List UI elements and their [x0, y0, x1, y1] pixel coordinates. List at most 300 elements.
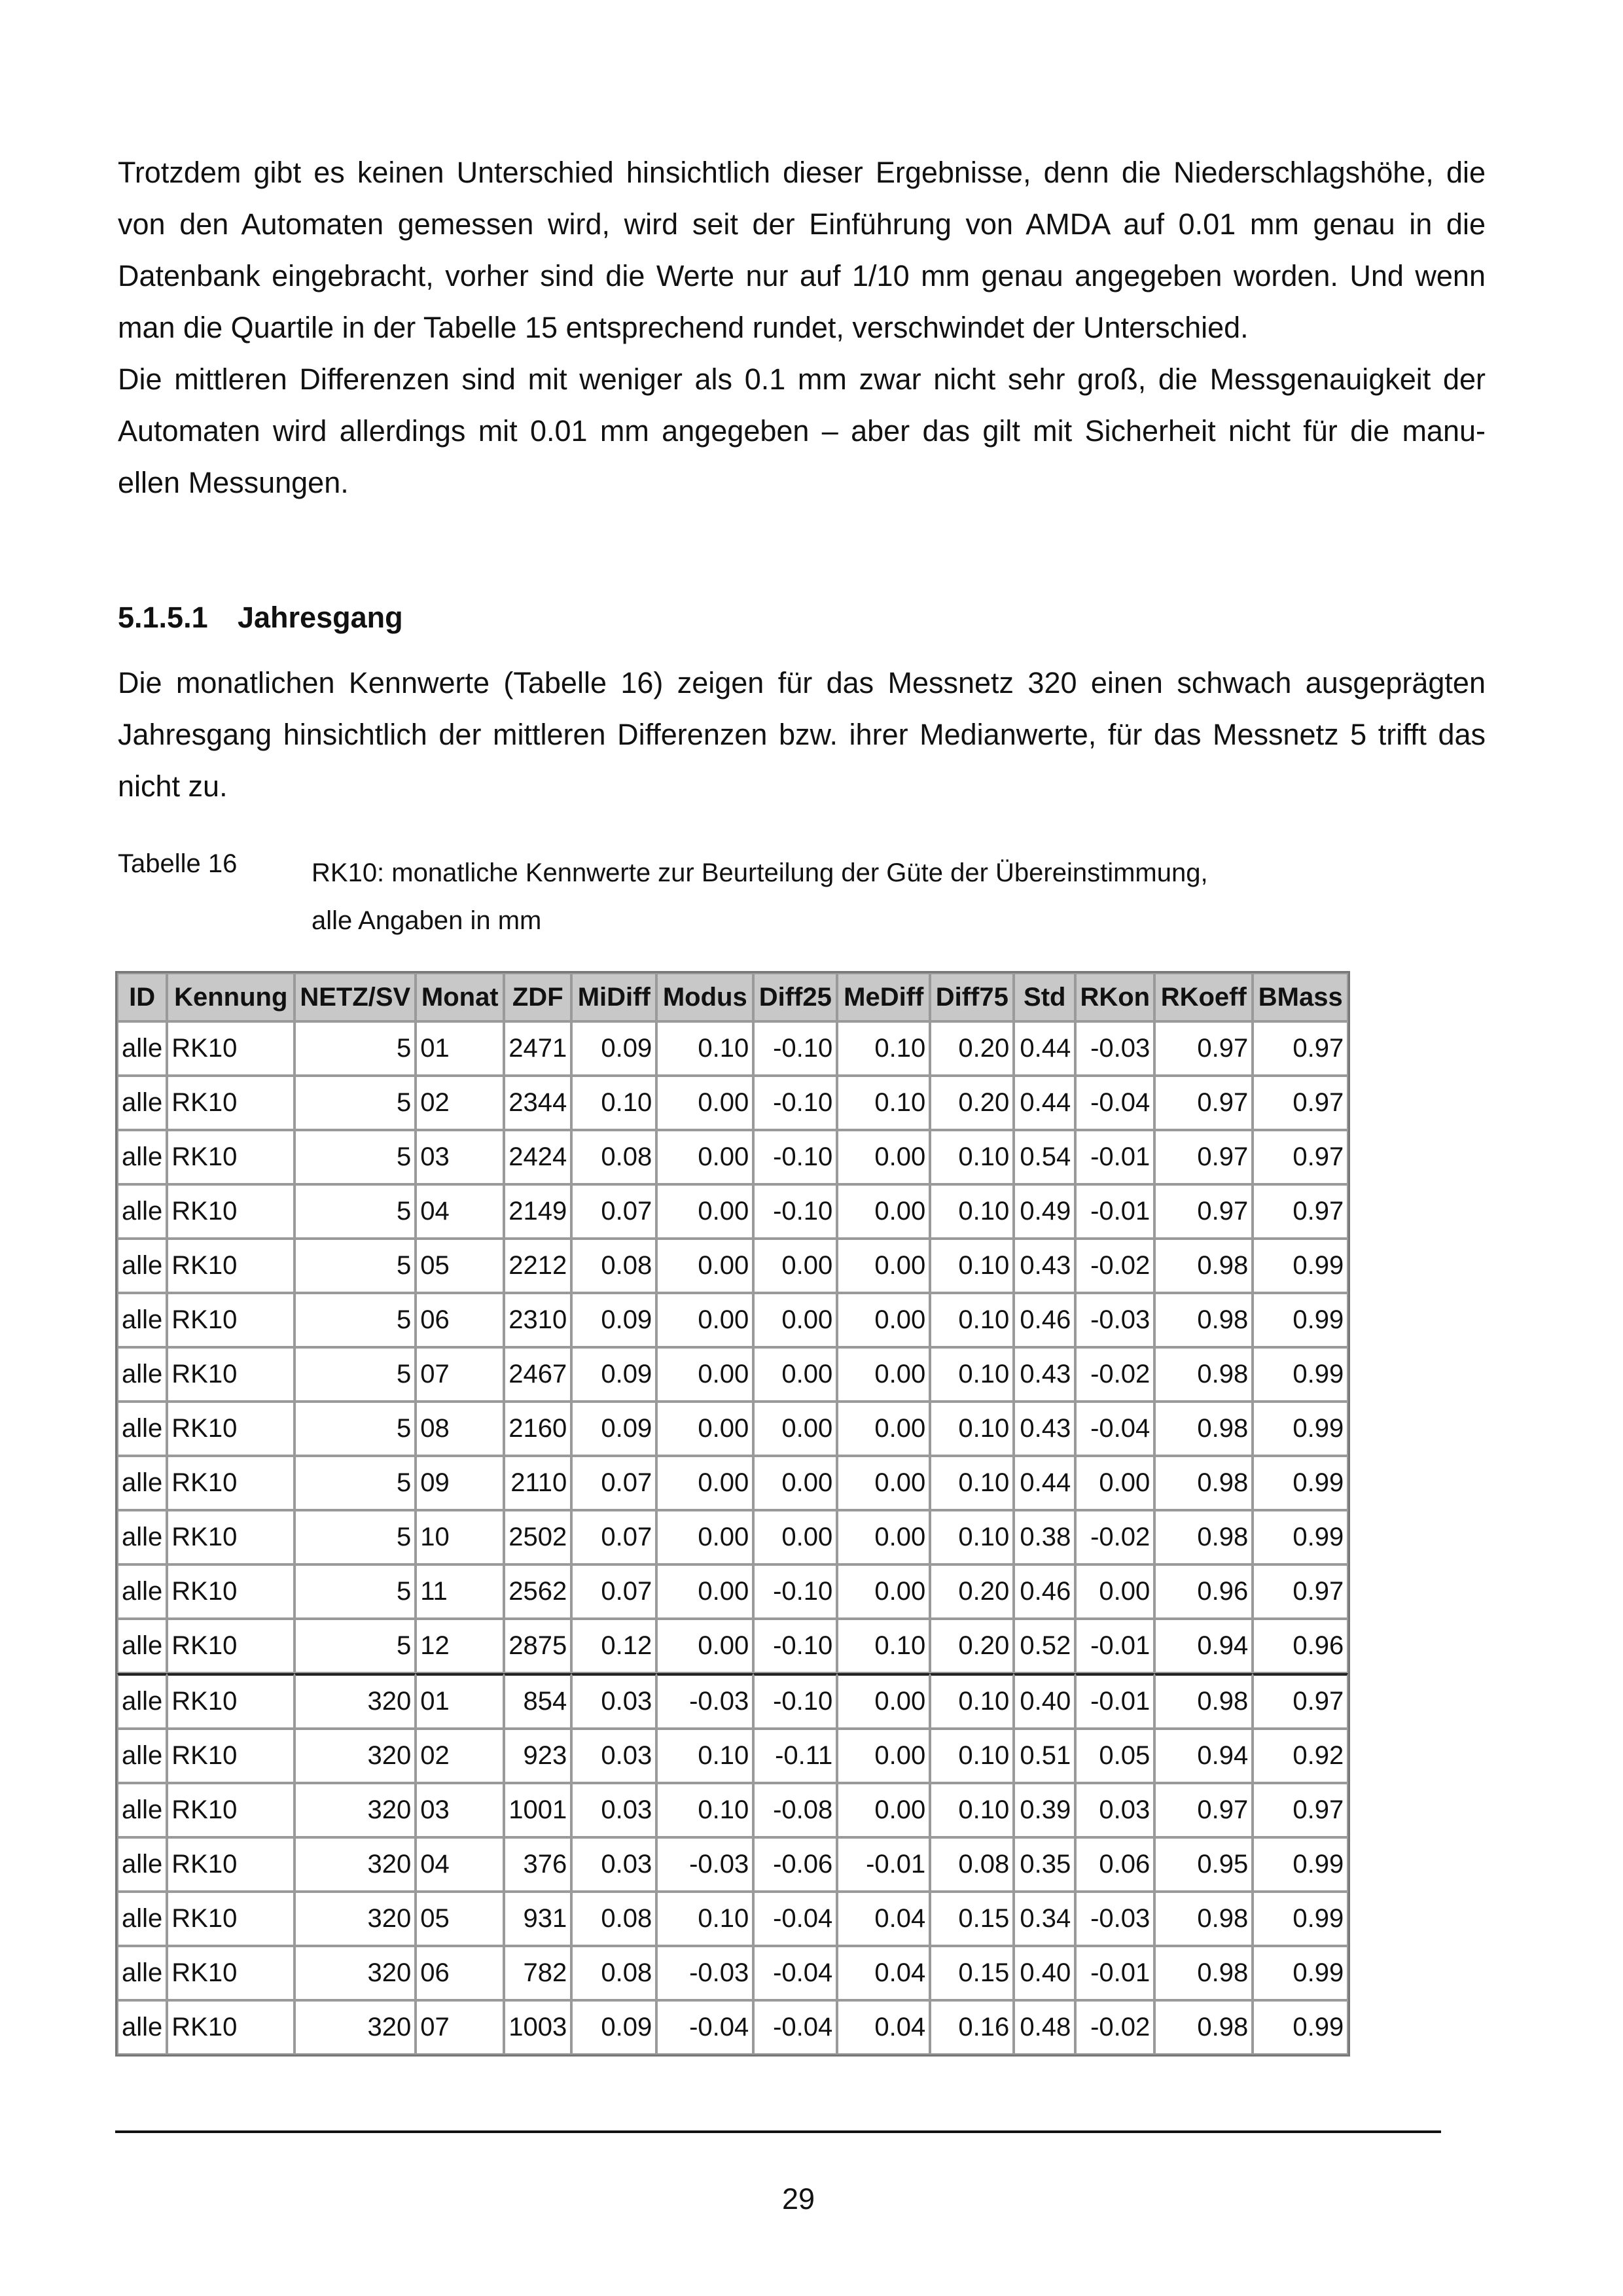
table-cell: 5	[294, 1184, 416, 1239]
table-cell: 0.00	[837, 1293, 930, 1347]
table-cell: 2502	[504, 1510, 571, 1564]
table-row	[117, 2000, 1348, 2055]
table-cell: 0.00	[837, 1510, 930, 1564]
table-cell: 0.00	[753, 1402, 837, 1456]
table-cell: 5	[294, 1021, 416, 1076]
table-cell: 0.00	[837, 1347, 930, 1402]
table-cell: RK10	[167, 1456, 294, 1510]
table-cell: alle	[117, 1021, 167, 1076]
column-header: Std	[1014, 973, 1075, 1021]
table-cell: 05	[416, 1892, 504, 1946]
table-cell: 0.07	[571, 1564, 656, 1619]
paragraph-line: Automaten wird allerdings mit 0.01 mm angegeben – aber das gilt mit Sicherheit nicht für die manu-	[118, 414, 1486, 448]
table-cell: 0.99	[1253, 1402, 1348, 1456]
table-cell: RK10	[167, 1184, 294, 1239]
paragraph-line: von den Automaten gemessen wird, wird seit der Einführung von AMDA auf 0.01 mm genau in die	[118, 207, 1486, 241]
table-cell: 01	[416, 1021, 504, 1076]
table-cell: alle	[117, 1510, 167, 1564]
table-cell: RK10	[167, 1021, 294, 1076]
table-cell: 320	[294, 1892, 416, 1946]
table-cell: RK10	[167, 1673, 294, 1729]
table-cell: 0.00	[837, 1564, 930, 1619]
table-cell: 0.07	[571, 1456, 656, 1510]
table-cell: 0.00	[837, 1239, 930, 1293]
table-cell: -0.03	[1075, 1021, 1154, 1076]
table-cell: 0.99	[1253, 1946, 1348, 2000]
table-cell: -0.10	[753, 1673, 837, 1729]
table-cell: 1001	[504, 1783, 571, 1837]
table-cell: 0.00	[656, 1293, 753, 1347]
table-cell: -0.04	[753, 1892, 837, 1946]
table-cell: alle	[117, 1619, 167, 1673]
table-cell: 06	[416, 1946, 504, 2000]
table-cell: 0.10	[837, 1021, 930, 1076]
table-cell: 320	[294, 1783, 416, 1837]
table-cell: 0.00	[656, 1130, 753, 1184]
table-cell: 0.97	[1253, 1184, 1348, 1239]
table-cell: 0.00	[656, 1456, 753, 1510]
table-cell: 0.98	[1154, 1892, 1253, 1946]
table-cell: 0.00	[753, 1347, 837, 1402]
paragraph-2	[118, 657, 1486, 812]
table-cell: 0.03	[571, 1673, 656, 1729]
table-cell: 2160	[504, 1402, 571, 1456]
table-cell: 0.92	[1253, 1729, 1348, 1783]
table-cell: 320	[294, 1729, 416, 1783]
table-cell: 0.15	[930, 1892, 1014, 1946]
table-cell: 0.44	[1014, 1456, 1075, 1510]
table-cell: 02	[416, 1076, 504, 1130]
table-cell: 0.08	[571, 1946, 656, 2000]
table-row	[117, 1619, 1348, 1673]
section-heading	[118, 601, 403, 635]
table-cell: 04	[416, 1837, 504, 1892]
table-cell: 2212	[504, 1239, 571, 1293]
table-caption-label: Tabelle 16	[118, 849, 238, 878]
table-cell: 0.04	[837, 2000, 930, 2055]
table-cell: RK10	[167, 1619, 294, 1673]
table-cell: 0.10	[930, 1293, 1014, 1347]
table-row	[117, 1239, 1348, 1293]
table-cell: 0.20	[930, 1021, 1014, 1076]
table-cell: 0.97	[1154, 1130, 1253, 1184]
table-cell: 0.08	[571, 1892, 656, 1946]
table-cell: 5	[294, 1510, 416, 1564]
table-cell: 0.15	[930, 1946, 1014, 2000]
table-cell: 0.20	[930, 1619, 1014, 1673]
table-cell: -0.04	[753, 1946, 837, 2000]
table-cell: alle	[117, 1892, 167, 1946]
table-cell: 0.00	[656, 1510, 753, 1564]
table-row	[117, 1456, 1348, 1510]
table-cell: alle	[117, 1293, 167, 1347]
table-row	[117, 1021, 1348, 1076]
table-cell: 0.09	[571, 2000, 656, 2055]
table-cell: 0.46	[1014, 1293, 1075, 1347]
table-cell: RK10	[167, 1783, 294, 1837]
column-header: NETZ/SV	[294, 973, 416, 1021]
table-cell: 923	[504, 1729, 571, 1783]
table-cell: 2110	[504, 1456, 571, 1510]
table-cell: 320	[294, 1837, 416, 1892]
table-cell: -0.02	[1075, 1239, 1154, 1293]
table-cell: -0.01	[1075, 1946, 1154, 2000]
table-cell: 5	[294, 1130, 416, 1184]
table-cell: 0.09	[571, 1021, 656, 1076]
table-cell: 931	[504, 1892, 571, 1946]
table-cell: 0.00	[656, 1402, 753, 1456]
table-cell: 0.40	[1014, 1673, 1075, 1729]
table-cell: alle	[117, 1347, 167, 1402]
table-cell: RK10	[167, 2000, 294, 2055]
column-header: RKon	[1075, 973, 1154, 1021]
table-cell: -0.03	[656, 1946, 753, 2000]
caption-line: RK10: monatliche Kennwerte zur Beurteilung der Güte der Übereinstimmung,	[312, 858, 1208, 887]
table-cell: 0.95	[1154, 1837, 1253, 1892]
column-header: ZDF	[504, 973, 571, 1021]
table-row	[117, 1184, 1348, 1239]
table-cell: 0.00	[753, 1239, 837, 1293]
table-cell: 01	[416, 1673, 504, 1729]
table-cell: RK10	[167, 1729, 294, 1783]
table-cell: 0.97	[1253, 1021, 1348, 1076]
table-cell: 04	[416, 1184, 504, 1239]
table-cell: alle	[117, 1837, 167, 1892]
table-cell: 0.10	[930, 1673, 1014, 1729]
table-cell: 0.97	[1154, 1021, 1253, 1076]
table-cell: -0.03	[1075, 1892, 1154, 1946]
paragraph-line: man die Quartile in der Tabelle 15 entsprechend rundet, verschwindet der Unterschied.	[118, 311, 1249, 344]
table-cell: 0.54	[1014, 1130, 1075, 1184]
table-cell: 0.98	[1154, 1510, 1253, 1564]
table-cell: 0.99	[1253, 1347, 1348, 1402]
table-row	[117, 1673, 1348, 1729]
table-cell: 0.99	[1253, 1456, 1348, 1510]
table-cell: -0.01	[1075, 1619, 1154, 1673]
paragraph-line: ellen Messungen.	[118, 466, 349, 499]
paragraph-line: Die mittleren Differenzen sind mit weniger als 0.1 mm zwar nicht sehr groß, die Messgenauigkeit der	[118, 362, 1486, 396]
table-cell: 0.00	[1075, 1456, 1154, 1510]
table-cell: 0.40	[1014, 1946, 1075, 2000]
table-cell: -0.11	[753, 1729, 837, 1783]
table-cell: 07	[416, 2000, 504, 2055]
table-row	[117, 1510, 1348, 1564]
table-cell: alle	[117, 1673, 167, 1729]
table-cell: 0.00	[837, 1783, 930, 1837]
table-cell: 12	[416, 1619, 504, 1673]
table-cell: 11	[416, 1564, 504, 1619]
table-cell: 0.98	[1154, 1456, 1253, 1510]
table-row	[117, 1402, 1348, 1456]
table-cell: 5	[294, 1347, 416, 1402]
table-cell: alle	[117, 1564, 167, 1619]
table-cell: 2875	[504, 1619, 571, 1673]
table-cell: 0.20	[930, 1076, 1014, 1130]
table-cell: 0.44	[1014, 1021, 1075, 1076]
table-cell: -0.10	[753, 1021, 837, 1076]
table-cell: 320	[294, 1673, 416, 1729]
table-cell: 2471	[504, 1021, 571, 1076]
table-cell: 0.99	[1253, 1510, 1348, 1564]
table-cell: RK10	[167, 1564, 294, 1619]
table-cell: 0.04	[837, 1892, 930, 1946]
table-cell: 09	[416, 1456, 504, 1510]
table-row	[117, 1293, 1348, 1347]
table-cell: 2424	[504, 1130, 571, 1184]
column-header: Diff75	[930, 973, 1014, 1021]
table-cell: 0.39	[1014, 1783, 1075, 1837]
table-cell: 0.97	[1253, 1564, 1348, 1619]
table-cell: -0.03	[1075, 1293, 1154, 1347]
table-row	[117, 1130, 1348, 1184]
table-cell: 782	[504, 1946, 571, 2000]
table-cell: 0.00	[656, 1184, 753, 1239]
table-cell: 0.10	[930, 1402, 1014, 1456]
table-cell: 5	[294, 1402, 416, 1456]
table-cell: 0.97	[1154, 1184, 1253, 1239]
table-cell: alle	[117, 1729, 167, 1783]
table-cell: 0.44	[1014, 1076, 1075, 1130]
table-cell: 0.98	[1154, 1946, 1253, 2000]
table-row	[117, 1347, 1348, 1402]
table-cell: 320	[294, 1946, 416, 2000]
table-cell: RK10	[167, 1347, 294, 1402]
table-cell: -0.06	[753, 1837, 837, 1892]
table-cell: RK10	[167, 1130, 294, 1184]
table-cell: 08	[416, 1402, 504, 1456]
table-cell: 03	[416, 1130, 504, 1184]
table-cell: 0.10	[656, 1729, 753, 1783]
table-cell: alle	[117, 1456, 167, 1510]
table-cell: 0.99	[1253, 1892, 1348, 1946]
table-cell: 0.10	[656, 1021, 753, 1076]
table-cell: -0.10	[753, 1076, 837, 1130]
table-cell: 0.98	[1154, 1673, 1253, 1729]
table-cell: -0.04	[656, 2000, 753, 2055]
table-cell: 0.00	[753, 1293, 837, 1347]
table-cell: 0.97	[1154, 1076, 1253, 1130]
table-cell: 0.00	[837, 1729, 930, 1783]
column-header: Kennung	[167, 973, 294, 1021]
table-cell: -0.10	[753, 1130, 837, 1184]
table-cell: 0.98	[1154, 1293, 1253, 1347]
table-cell: -0.02	[1075, 2000, 1154, 2055]
table-cell: 0.20	[930, 1564, 1014, 1619]
table-cell: 0.00	[656, 1076, 753, 1130]
column-header: RKoeff	[1154, 973, 1253, 1021]
table-cell: -0.10	[753, 1564, 837, 1619]
table-cell: 07	[416, 1347, 504, 1402]
table-cell: 0.96	[1253, 1619, 1348, 1673]
table-cell: 0.00	[837, 1673, 930, 1729]
table-cell: 5	[294, 1293, 416, 1347]
table-cell: 0.46	[1014, 1564, 1075, 1619]
table-cell: RK10	[167, 1510, 294, 1564]
table-cell: 0.10	[930, 1184, 1014, 1239]
table-cell: 0.00	[837, 1456, 930, 1510]
table-cell: 0.10	[656, 1783, 753, 1837]
table-row	[117, 1564, 1348, 1619]
table-cell: 0.03	[571, 1837, 656, 1892]
table-cell: 0.98	[1154, 1239, 1253, 1293]
table-cell: 05	[416, 1239, 504, 1293]
table-cell: 10	[416, 1510, 504, 1564]
table-cell: 5	[294, 1456, 416, 1510]
table-row	[117, 1837, 1348, 1892]
table-cell: 0.10	[837, 1619, 930, 1673]
table-cell: RK10	[167, 1293, 294, 1347]
table-cell: 0.99	[1253, 1293, 1348, 1347]
table-cell: alle	[117, 1239, 167, 1293]
table-cell: 2149	[504, 1184, 571, 1239]
table-cell: 0.16	[930, 2000, 1014, 2055]
table-cell: 0.43	[1014, 1402, 1075, 1456]
table-cell: 0.99	[1253, 1837, 1348, 1892]
table-cell: 0.49	[1014, 1184, 1075, 1239]
table-cell: 0.09	[571, 1402, 656, 1456]
data-table	[115, 971, 1350, 2057]
table-cell: 0.48	[1014, 2000, 1075, 2055]
table-cell: 0.00	[656, 1347, 753, 1402]
table-cell: 0.10	[930, 1783, 1014, 1837]
column-header: Monat	[416, 973, 504, 1021]
table-cell: -0.04	[1075, 1402, 1154, 1456]
column-header: Modus	[656, 973, 753, 1021]
table-cell: 0.10	[930, 1239, 1014, 1293]
paragraph-line: Trotzdem gibt es keinen Unterschied hinsichtlich dieser Ergebnisse, denn die Niederschlagshöhe, die	[118, 156, 1486, 189]
paragraph-line: Datenbank eingebracht, vorher sind die Werte nur auf 1/10 mm genau angegeben worden. Und wenn	[118, 259, 1486, 292]
footer-rule	[115, 2130, 1441, 2133]
table-cell: 0.98	[1154, 2000, 1253, 2055]
paragraph-line: nicht zu.	[118, 769, 228, 803]
table-cell: 0.96	[1154, 1564, 1253, 1619]
table-cell: -0.02	[1075, 1347, 1154, 1402]
table-cell: 0.97	[1253, 1783, 1348, 1837]
table-cell: -0.01	[1075, 1673, 1154, 1729]
table-row	[117, 1729, 1348, 1783]
table-cell: 0.00	[656, 1564, 753, 1619]
table-cell: 5	[294, 1076, 416, 1130]
table-cell: 0.10	[930, 1130, 1014, 1184]
table-cell: 0.38	[1014, 1510, 1075, 1564]
table-cell: alle	[117, 1076, 167, 1130]
paragraph-line: Die monatlichen Kennwerte (Tabelle 16) zeigen für das Messnetz 320 einen schwach ausgeprägten	[118, 666, 1486, 699]
table-cell: 0.00	[1075, 1564, 1154, 1619]
table-cell: -0.10	[753, 1619, 837, 1673]
table-cell: 376	[504, 1837, 571, 1892]
table-cell: 0.00	[753, 1510, 837, 1564]
table-cell: RK10	[167, 1837, 294, 1892]
table-cell: 0.09	[571, 1347, 656, 1402]
table-cell: 0.10	[837, 1076, 930, 1130]
table-cell: RK10	[167, 1076, 294, 1130]
table-cell: 2467	[504, 1347, 571, 1402]
table-cell: 0.99	[1253, 2000, 1348, 2055]
table-cell: alle	[117, 1402, 167, 1456]
table-row	[117, 1946, 1348, 2000]
table-cell: 0.04	[837, 1946, 930, 2000]
table-cell: -0.04	[753, 2000, 837, 2055]
table-cell: alle	[117, 1783, 167, 1837]
table-cell: 06	[416, 1293, 504, 1347]
table-cell: -0.10	[753, 1184, 837, 1239]
column-header: MiDiff	[571, 973, 656, 1021]
table-cell: 0.34	[1014, 1892, 1075, 1946]
table-cell: 0.00	[656, 1619, 753, 1673]
table-cell: 0.94	[1154, 1729, 1253, 1783]
table-cell: 0.43	[1014, 1239, 1075, 1293]
column-header: ID	[117, 973, 167, 1021]
paragraph-1	[118, 147, 1486, 508]
table-cell: -0.01	[1075, 1130, 1154, 1184]
table-cell: 5	[294, 1239, 416, 1293]
table-cell: 0.06	[1075, 1837, 1154, 1892]
table-cell: alle	[117, 2000, 167, 2055]
table-cell: 0.10	[930, 1347, 1014, 1402]
table-cell: 0.97	[1253, 1673, 1348, 1729]
section-number: 5.1.5.1	[118, 601, 208, 634]
table-cell: alle	[117, 1130, 167, 1184]
table-cell: -0.03	[656, 1673, 753, 1729]
table-cell: alle	[117, 1946, 167, 2000]
table-cell: 0.99	[1253, 1239, 1348, 1293]
table-cell: 0.07	[571, 1510, 656, 1564]
table-cell: 0.03	[1075, 1783, 1154, 1837]
table-cell: RK10	[167, 1946, 294, 2000]
table-cell: -0.01	[837, 1837, 930, 1892]
table-cell: 5	[294, 1564, 416, 1619]
table-cell: RK10	[167, 1239, 294, 1293]
table-cell: 0.03	[571, 1783, 656, 1837]
table-cell: 5	[294, 1619, 416, 1673]
table-cell: 2310	[504, 1293, 571, 1347]
table-cell: -0.01	[1075, 1184, 1154, 1239]
table-cell: -0.02	[1075, 1510, 1154, 1564]
table-cell: 0.00	[837, 1184, 930, 1239]
table-cell: 0.98	[1154, 1402, 1253, 1456]
table-row	[117, 1892, 1348, 1946]
section-title: Jahresgang	[238, 601, 403, 634]
table-cell: 0.00	[656, 1239, 753, 1293]
table-cell: 0.10	[656, 1892, 753, 1946]
table-cell: 0.35	[1014, 1837, 1075, 1892]
caption-line: alle Angaben in mm	[312, 906, 542, 935]
table-cell: 0.08	[930, 1837, 1014, 1892]
table-cell: 0.00	[837, 1402, 930, 1456]
column-header: BMass	[1253, 973, 1348, 1021]
table-cell: 1003	[504, 2000, 571, 2055]
table-cell: alle	[117, 1184, 167, 1239]
table-cell: 0.05	[1075, 1729, 1154, 1783]
table-cell: 0.00	[837, 1130, 930, 1184]
table-cell: 0.08	[571, 1130, 656, 1184]
table-cell: -0.03	[656, 1837, 753, 1892]
column-header: Diff25	[753, 973, 837, 1021]
table-cell: 0.97	[1253, 1130, 1348, 1184]
table-cell: -0.04	[1075, 1076, 1154, 1130]
table-cell: 0.94	[1154, 1619, 1253, 1673]
table-cell: 0.97	[1253, 1076, 1348, 1130]
table-cell: 0.97	[1154, 1783, 1253, 1837]
table-cell: 0.10	[571, 1076, 656, 1130]
table-cell: 320	[294, 2000, 416, 2055]
table-cell: 02	[416, 1729, 504, 1783]
table-cell: 03	[416, 1783, 504, 1837]
table-cell: 0.09	[571, 1293, 656, 1347]
table-cell: -0.08	[753, 1783, 837, 1837]
table-header-row	[117, 973, 1348, 1021]
table-cell: 0.98	[1154, 1347, 1253, 1402]
